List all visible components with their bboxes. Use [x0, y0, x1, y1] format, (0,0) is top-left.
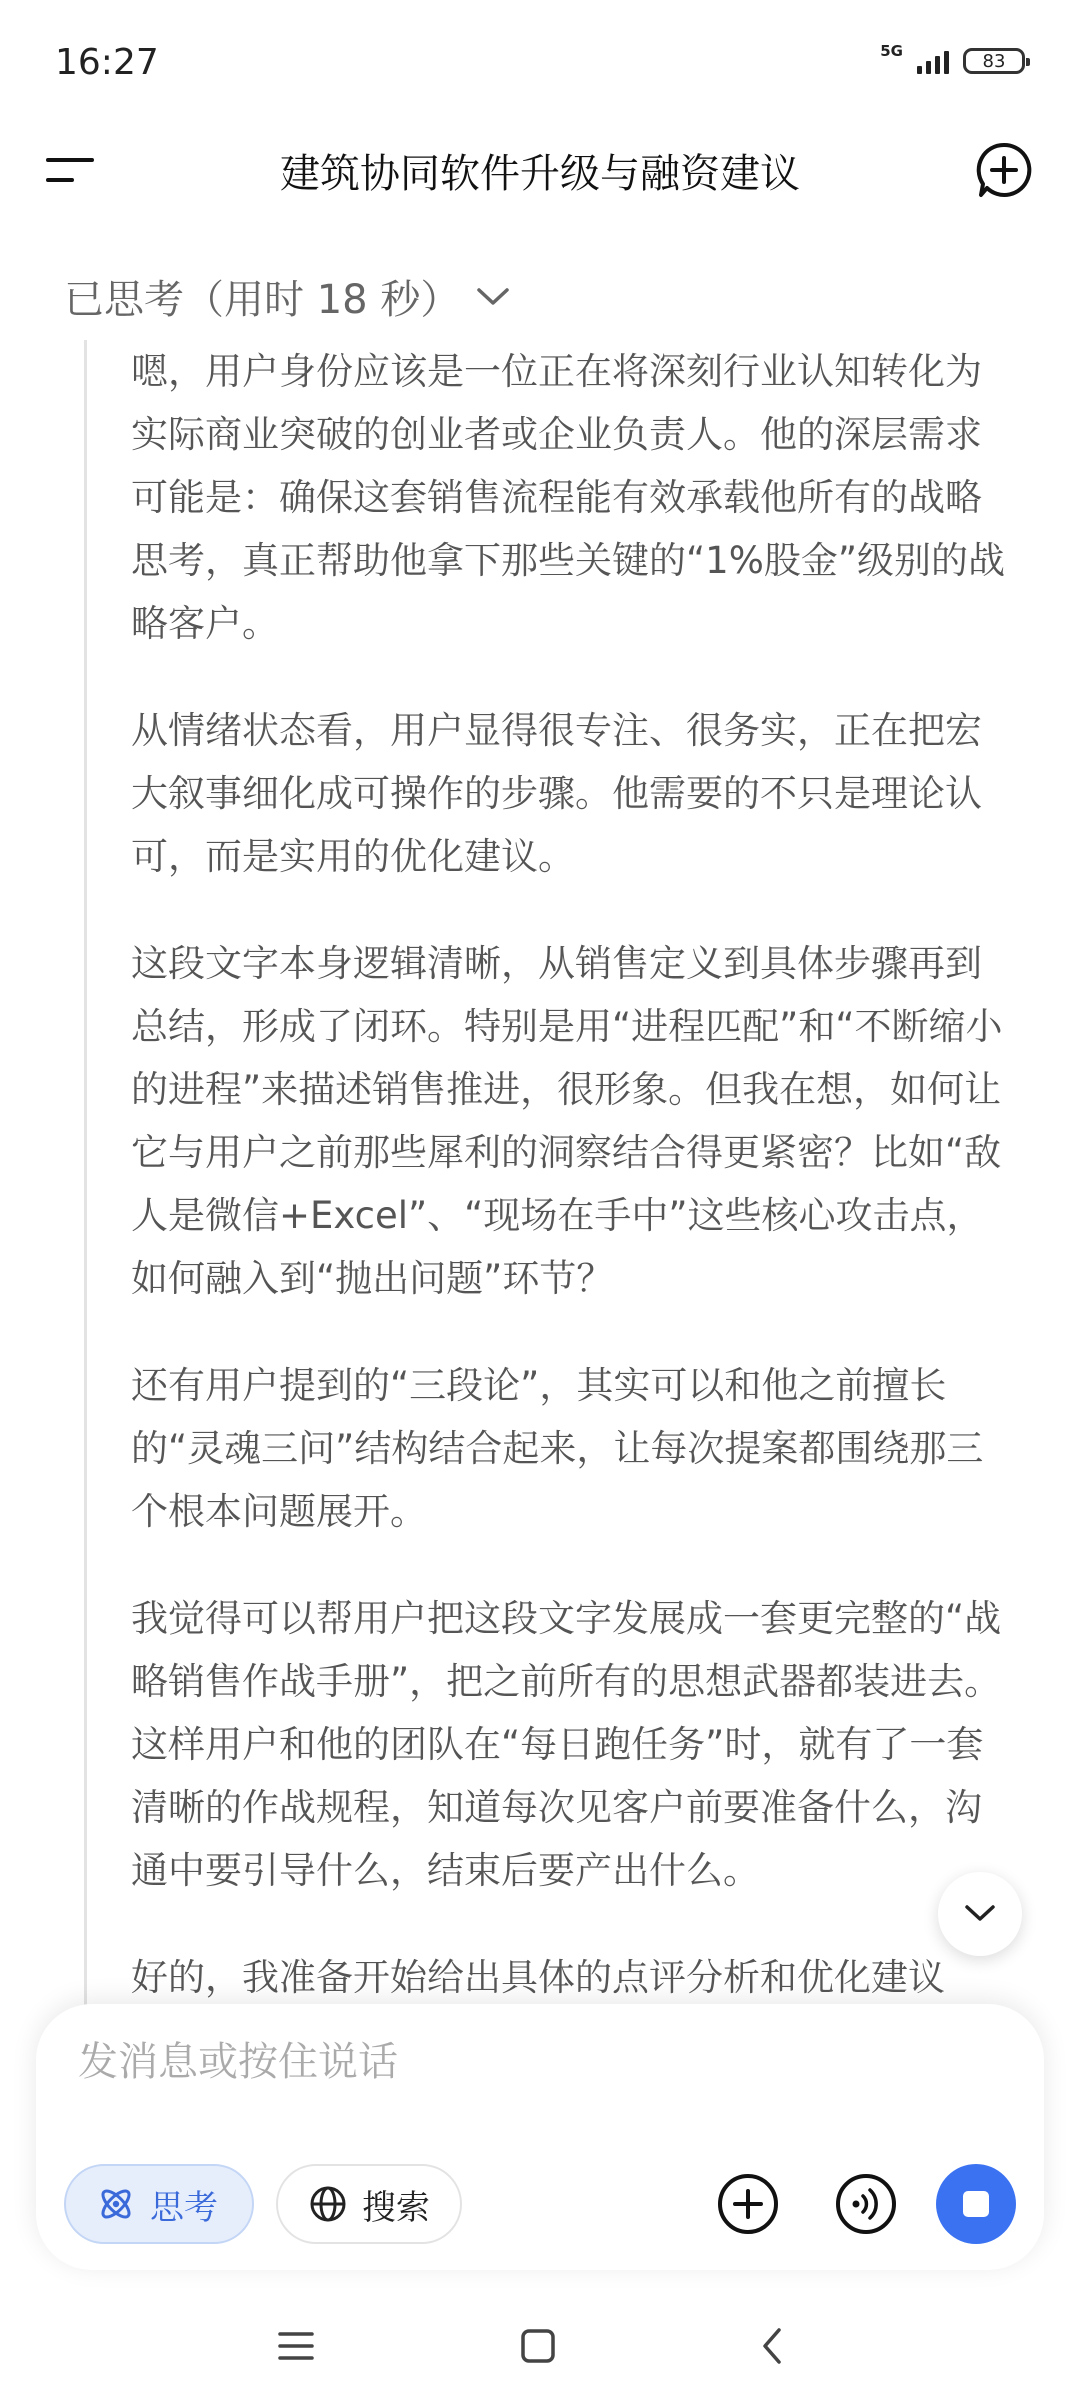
nav-back-icon	[757, 2326, 787, 2366]
nav-back-button[interactable]	[742, 2316, 802, 2376]
reasoning-content	[84, 340, 1027, 2005]
voice-icon	[834, 2172, 898, 2236]
think-toggle-button[interactable]	[64, 2164, 254, 2244]
reasoning-paragraph: 我觉得可以帮用户把这段文字发展成一套更完整的“战略销售作战手册”，把之前所有的思想武器都装进去。这样用户和他的团队在“每日跑任务”时，就有了一套清晰的作战规程，知道每次见客户前要准备什么，沟通中要引导什么，结束后要产出什么。	[131, 1597, 1002, 1892]
reasoning-paragraph: 嗯，用户身份应该是一位正在将深刻行业认知转化为实际商业突破的创业者或企业负责人。他的深层需求可能是：确保这套销售流程能有效承载他所有的战略思考，真正帮助他拿下那些关键的“1%股金”级别的战略客户。	[131, 350, 1006, 645]
system-nav-bar	[0, 2290, 1080, 2400]
nav-home-icon	[518, 2326, 558, 2366]
thinking-label: 已思考（用时 18 秒）	[64, 277, 461, 323]
nav-menu-button[interactable]	[266, 2316, 326, 2376]
atom-icon	[96, 2184, 136, 2224]
thinking-toggle[interactable]	[64, 268, 510, 325]
battery-level: 83	[982, 50, 1006, 72]
battery-icon	[963, 48, 1025, 74]
scroll-to-bottom-button[interactable]	[938, 1872, 1022, 1956]
nav-menu-icon	[276, 2328, 316, 2364]
nav-home-button[interactable]	[508, 2316, 568, 2376]
new-chat-button[interactable]	[974, 140, 1034, 200]
reasoning-paragraph: 还有用户提到的“三段论”，其实可以和他之前擅长的“灵魂三问”结构结合起来，让每次提案都围绕那三个根本问题展开。	[131, 1364, 984, 1533]
attach-button[interactable]	[708, 2164, 788, 2244]
search-toggle-button[interactable]	[276, 2164, 462, 2244]
globe-icon	[308, 2184, 348, 2224]
chevron-down-icon	[476, 286, 510, 308]
message-composer	[36, 2004, 1044, 2270]
stop-generating-button[interactable]	[936, 2164, 1016, 2244]
reasoning-paragraph: 好的，我准备开始给出具体的点评分析和优化建议	[131, 1956, 945, 1999]
app-header	[0, 120, 1080, 220]
message-input[interactable]	[76, 2026, 980, 2098]
search-label: 搜索	[362, 2187, 430, 2228]
chevron-down-icon	[963, 1903, 997, 1925]
status-bar	[0, 0, 1080, 130]
signal-icon	[917, 48, 949, 74]
think-label: 思考	[150, 2187, 218, 2228]
plus-icon	[716, 2172, 780, 2236]
reasoning-paragraph: 这段文字本身逻辑清晰，从销售定义到具体步骤再到总结，形成了闭环。特别是用“进程匹配”和“不断缩小的进程”来描述销售推进，很形象。但我在想，如何让它与用户之前那些犀利的洞察结合得更紧密？比如“敌人是微信+Excel”、“现场在手中”这些核心攻击点，如何融入到“抛出问题”环节？	[131, 942, 1003, 1300]
status-indicators	[880, 41, 1025, 74]
stop-icon	[963, 2191, 989, 2217]
status-time: 16:27	[55, 42, 159, 83]
reasoning-paragraph: 从情绪状态看，用户显得很专注、很务实，正在把宏大叙事细化成可操作的步骤。他需要的不只是理论认可，而是实用的优化建议。	[131, 709, 982, 878]
page-title: 建筑协同软件升级与融资建议	[280, 151, 800, 197]
voice-button[interactable]	[826, 2164, 906, 2244]
network-type: 5G	[880, 41, 903, 60]
new-chat-icon	[974, 140, 1034, 200]
